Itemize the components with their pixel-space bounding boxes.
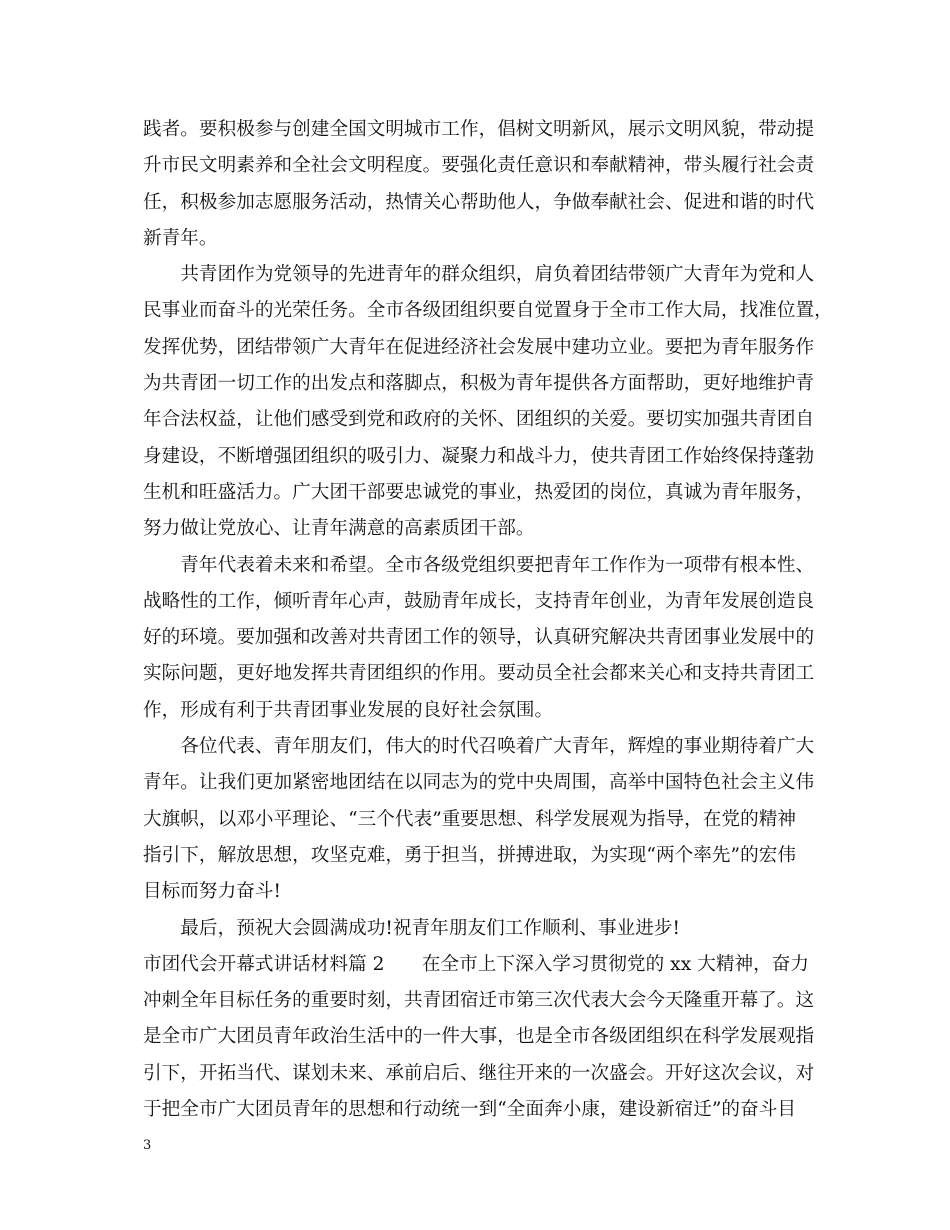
text-line: 共青团作为党领导的先进青年的群众组织，肩负着团结带领广大青年为党和人 <box>143 264 815 286</box>
text-line: 青年代表着未来和希望。全市各级党组织要把青年工作作为一项带有根本性、 <box>143 554 815 576</box>
text-line: 努力做让党放心、让青年满意的高素质团干部。 <box>143 518 535 540</box>
text-line: 身建设，不断增强团组织的吸引力、凝聚力和战斗力，使共青团工作始终保持蓬勃 <box>143 445 815 467</box>
text-line: 任，积极参加志愿服务活动，热情关心帮助他人，争做奉献社会、促进和谐的时代 <box>143 191 815 213</box>
text-line: 年合法权益，让他们感受到党和政府的关怀、团组织的关爱。要切实加强共青团自 <box>143 409 815 431</box>
text-line: 生机和旺盛活力。广大团干部要忠诚党的事业，热爱团的岗位，真诚为青年服务， <box>143 481 815 503</box>
text-line: 发挥优势，团结带领广大青年在促进经济社会发展中建功立业。要把为青年服务作 <box>143 336 815 358</box>
text-line: 升市民文明素养和全社会文明程度。要强化责任意识和奉献精神，带头履行社会责 <box>143 155 815 177</box>
text-line: 为共青团一切工作的出发点和落脚点，积极为青年提供各方面帮助，更好地维护青 <box>143 373 815 395</box>
text-line: 践者。要积极参与创建全国文明城市工作，倡树文明新风，展示文明风貌，带动提 <box>143 119 815 140</box>
body-text <box>143 112 833 1128</box>
text-line: 新青年。 <box>143 227 218 249</box>
text-line: 市团代会开幕式讲话材料篇 2 在全市上下深入学习贯彻党的 xx 大精神，奋力 <box>143 953 810 975</box>
text-line: 各位代表、青年朋友们，伟大的时代召唤着广大青年，辉煌的事业期待着广大 <box>143 736 815 758</box>
text-line: 于把全市广大团员青年的思想和行动统一到“全面奔小康，建设新宿迁”的奋斗目 <box>143 1099 796 1121</box>
text-line: 是全市广大团员青年政治生活中的一件大事，也是全市各级团组织在科学发展观指 <box>143 1026 815 1048</box>
text-line: 战略性的工作，倾听青年心声，鼓励青年成长，支持青年创业，为青年发展创造良 <box>143 590 815 612</box>
text-line: 引下，开拓当代、谋划未来、承前启后、继往开来的一次盛会。开好这次会议，对 <box>143 1062 815 1084</box>
text-line: 作，形成有利于共青团事业发展的良好社会氛围。 <box>143 699 554 721</box>
text-line: 好的环境。要加强和改善对共青团工作的领导，认真研究解决共青团事业发展中的 <box>143 627 815 649</box>
text-line: 民事业而奋斗的光荣任务。全市各级团组织要自觉置身于全市工作大局，找准位置， <box>143 300 833 322</box>
text-line: 最后，预祝大会圆满成功!祝青年朋友们工作顺利、事业进步! <box>143 917 681 939</box>
text-line: 青年。让我们更加紧密地团结在以同志为的党中央周围，高举中国特色社会主义伟 <box>143 772 815 794</box>
text-line: 指引下，解放思想，攻坚克难，勇于担当，拼搏进取，为实现“两个率先”的宏伟 <box>143 844 796 866</box>
page-number: 3 <box>143 1138 152 1153</box>
text-line: 目标而努力奋斗! <box>143 881 282 903</box>
text-line: 实际问题，更好地发挥共青团组织的作用。要动员全社会都来关心和支持共青团工 <box>143 663 815 685</box>
text-line: 大旗帜，以邓小平理论、“三个代表”重要思想、科学发展观为指导，在党的精神 <box>143 808 796 830</box>
text-line: 冲刺全年目标任务的重要时刻，共青团宿迁市第三次代表大会今天隆重开幕了。这 <box>143 990 815 1012</box>
